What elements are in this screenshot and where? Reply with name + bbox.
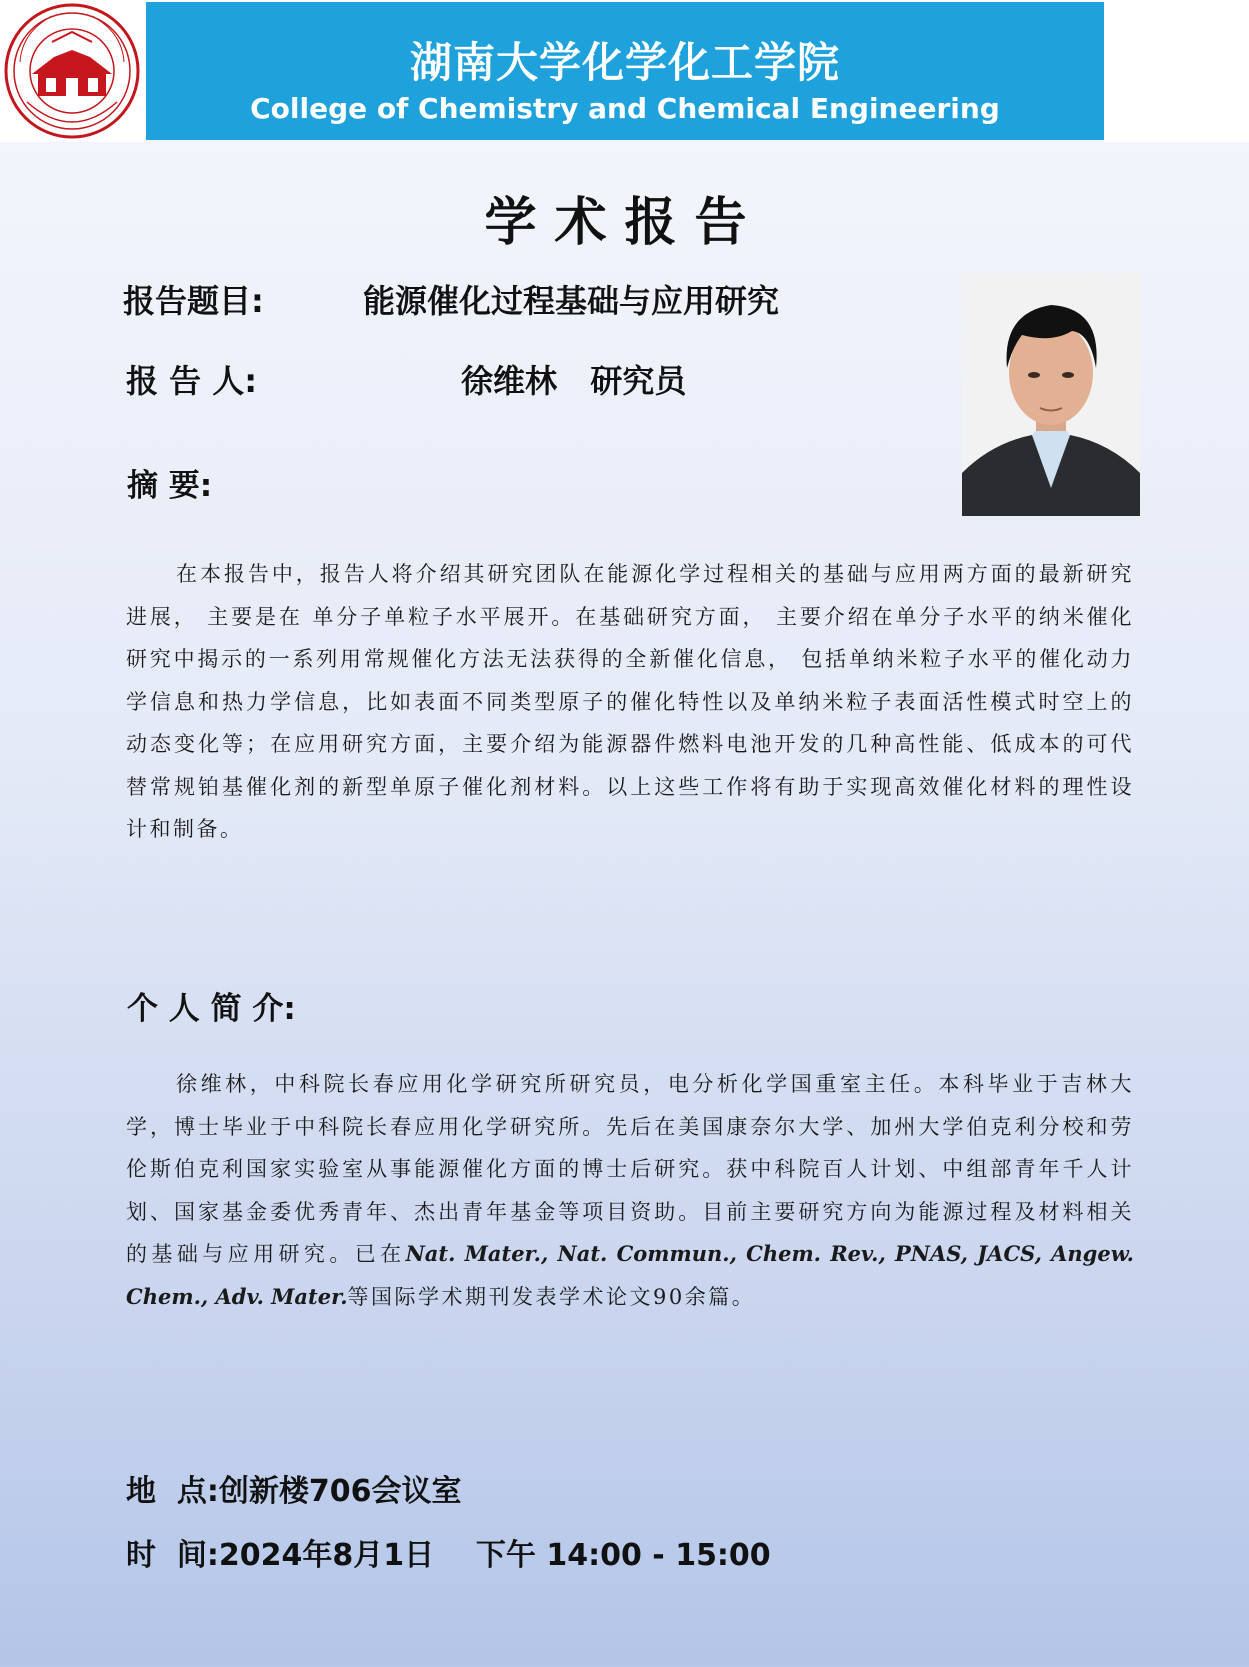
- location-row: [126, 1466, 462, 1510]
- college-name-cn: 湖南大学化学化工学院: [409, 38, 840, 87]
- header-banner: [146, 2, 1104, 140]
- page-title: 学术报告: [484, 193, 765, 253]
- speaker-value: 徐维林 研究员: [461, 362, 687, 400]
- hunan-university-seal-icon: [2, 2, 142, 140]
- portrait-image: [962, 273, 1140, 516]
- bio-journals: Nat. Mater., Nat. Commun., Chem. Rev., PNAS, JACS, Angew. Chem., Adv. Mater.: [126, 1241, 1134, 1309]
- header-right-panel: [1104, 0, 1249, 142]
- topic-value: 能源催化过程基础与应用研究: [363, 282, 780, 320]
- time-label: 时 间:: [126, 1538, 219, 1573]
- time-row: [126, 1530, 771, 1574]
- time-value: 2024年8月1日 下午 14:00 - 15:00: [218, 1538, 771, 1573]
- speaker-photo: [962, 273, 1140, 516]
- speaker-label: 报 告 人:: [126, 362, 258, 400]
- location-label: 地 点:: [126, 1474, 219, 1509]
- topic-label: 报告题目:: [123, 282, 264, 320]
- header-left-panel: [0, 0, 146, 142]
- abstract-text: 在本报告中，报告人将介绍其研究团队在能源化学过程相关的基础与应用两方面的最新研究进展， 主要是在 单分子单粒子水平展开。在基础研究方面， 主要介绍在单分子水平的纳米催化研究中揭示的一系列用常规催化方法无法获得的全新催化信息， 包括单纳米粒子水平的催化动力学信息和热力学信息，比如表面不同类型原子的催化特性以及单纳米粒子表面活性模式时空上的动态变化等；在应用研究方面，主要介绍为能源器件燃料电池开发的几种高性能、低成本的可代替常规铂基催化剂的新型单原子催化剂材料。以上这些工作将有助于实现高效催化材料的理性设计和制备。: [126, 562, 1134, 841]
- college-name-en: College of Chemistry and Chemical Engineering: [250, 92, 1000, 125]
- bio-text-part1: 徐维林，中科院长春应用化学研究所研究员，电分析化学国重室主任。本科毕业于吉林大学，博士毕业于中科院长春应用化学研究所。先后在美国康奈尔大学、加州大学伯克利分校和劳伦斯伯克利国家实验室从事能源催化方面的博士后研究。获中科院百人计划、中组部青年千人计划、国家基金委优秀青年、杰出青年基金等项目资助。目前主要研究方向为能源过程及材料相关的基础与应用研究。已在: [126, 1072, 1134, 1266]
- bio-text-part2: 等国际学术期刊发表学术论文90余篇。: [347, 1284, 756, 1309]
- bio-text: [126, 1063, 1134, 1318]
- location-value: 创新楼706会议室: [218, 1474, 462, 1509]
- bio-label: 个 人 简 介:: [127, 991, 296, 1027]
- abstract-label: 摘 要:: [127, 468, 213, 504]
